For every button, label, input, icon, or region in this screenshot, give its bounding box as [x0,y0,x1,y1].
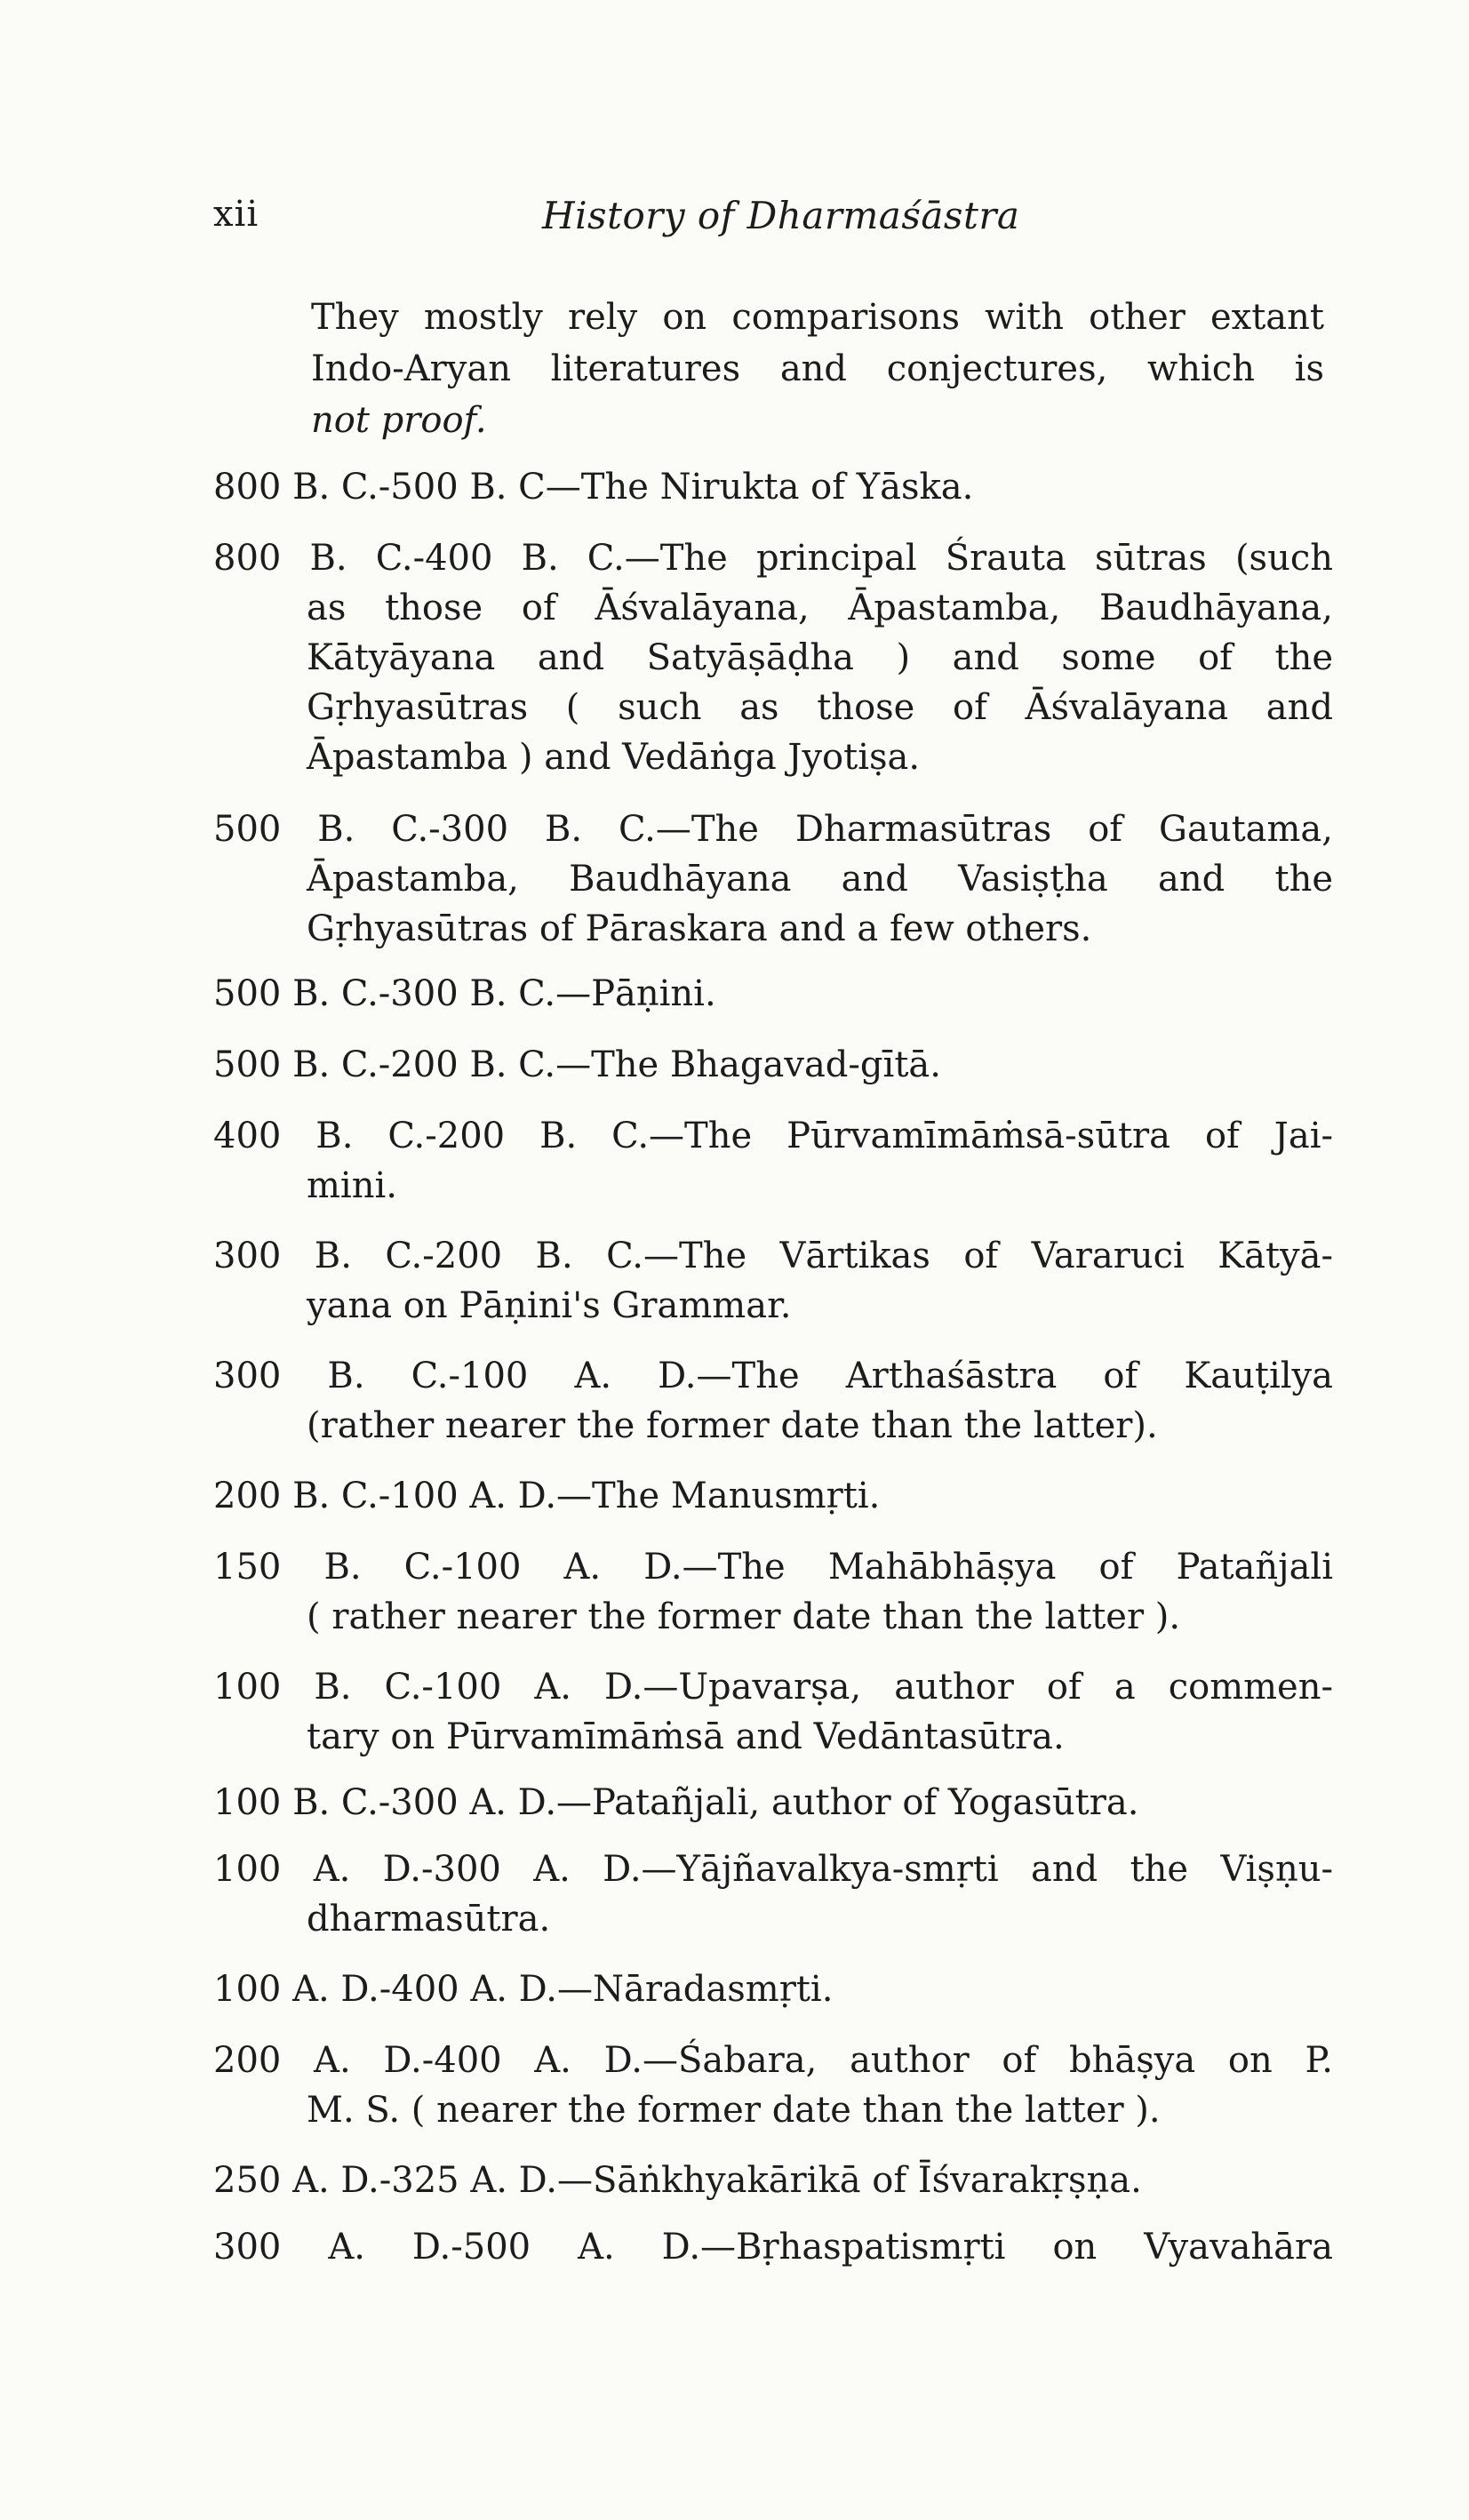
chronology-entry [213,1778,1333,1828]
entry-continuation-line: Āpastamba ) and Vedāṅga Jyotiṣa. [307,737,921,778]
entry-continuation-line: dharmasūtra. [307,1899,551,1940]
entry-continuation-line: Gṛhyasūtras ( such as those of Āśvalāyana and [307,687,1333,728]
entry-lead-line: 100 B. C.-300 A. D.—Patañjali, author of Yogasūtra. [213,1782,1139,1823]
entry-continuation-line: mini. [307,1165,397,1206]
running-title: History of Dharmaśāstra [542,194,1020,237]
chronology-entry [213,1231,1333,1331]
entry-lead-line: 100 A. D.-400 A. D.—Nāradasmṛti. [213,1969,834,2010]
entry-continuation-line: M. S. ( nearer the former date than the latter ). [307,2090,1161,2131]
entry-continuation-line: yana on Pāṇini's Grammar. [307,1285,792,1326]
chronology-entry [213,533,1333,782]
chronology-entry [213,2036,1333,2135]
entry-lead-line: 300 A. D.-500 A. D.—Bṛhaspatismṛti on Vyavahāra [213,2227,1333,2268]
entry-lead-line: 500 B. C.-200 B. C.—The Bhagavad-gītā. [213,1044,941,1085]
chronology-entry [213,1964,1333,2014]
page-number: xii [213,194,259,235]
entry-lead-line: 300 B. C.-200 B. C.—The Vārtikas of Vararuci Kātyā- [213,1236,1333,1276]
page-header [213,194,1315,247]
chronology-entry [213,969,1333,1019]
entry-lead-line: 800 B. C.-400 B. C.—The principal Śrauta sūtras (such [213,538,1333,579]
chronology-entry [213,1844,1333,1944]
entry-continuation-line: Kātyāyana and Satyāṣāḍha ) and some of the [307,637,1333,678]
intro-line-text: not proof. [311,400,487,441]
chronology-entry [213,462,1333,512]
chronology-entry [213,2156,1333,2205]
entry-lead-line: 500 B. C.-300 B. C.—Pāṇini. [213,973,716,1014]
entry-lead-line: 500 B. C.-300 B. C.—The Dharmasūtras of Gautama, [213,809,1333,850]
chronology-entry [213,1662,1333,1762]
entry-lead-line: 200 B. C.-100 A. D.—The Manusmṛti. [213,1476,881,1516]
entry-continuation-line: Āpastamba, Baudhāyana and Vasiṣṭha and the [307,859,1333,900]
entry-lead-line: 300 B. C.-100 A. D.—The Arthaśāstra of Kauṭilya [213,1356,1333,1396]
entry-lead-line: 250 A. D.-325 A. D.—Sāṅkhyakārikā of Īśvarakṛṣṇa. [213,2160,1142,2201]
entry-continuation-line: tary on Pūrvamīmāṁsā and Vedāntasūtra. [307,1716,1065,1757]
chronology-entry [213,1542,1333,1642]
entry-continuation-line: Gṛhyasūtras of Pāraskara and a few others. [307,908,1092,949]
entry-lead-line: 800 B. C.-500 B. C—The Nirukta of Yāska. [213,467,974,508]
chronology-entry [213,1040,1333,1090]
entry-lead-line: 400 B. C.-200 B. C.—The Pūrvamīmāṁsā-sūtra of Jai- [213,1116,1333,1156]
chronology-entry [213,1351,1333,1451]
entry-continuation-line: ( rather nearer the former date than the latter ). [307,1596,1181,1637]
chronology-entry [213,1471,1333,1521]
entry-lead-line: 100 B. C.-100 A. D.—Upavarṣa, author of a commen- [213,1667,1333,1708]
entry-lead-line: 100 A. D.-300 A. D.—Yājñavalkya-smṛti and the Viṣṇu- [213,1849,1333,1890]
intro-line: Indo-Aryan literatures and conjectures, which is [311,348,1324,389]
entry-continuation-line: (rather nearer the former date than the latter). [307,1405,1158,1446]
chronology-entry [213,2222,1333,2272]
entry-lead-line: 150 B. C.-100 A. D.—The Mahābhāṣya of Patañjali [213,1547,1333,1588]
entry-continuation-line: as those of Āśvalāyana, Āpastamba, Baudhāyana, [307,588,1333,628]
intro-line [311,395,1324,446]
entry-lead-line: 200 A. D.-400 A. D.—Śabara, author of bhāṣya on P. [213,2040,1333,2081]
chronology-entry [213,804,1333,954]
chronology-entry [213,1111,1333,1211]
intro-paragraph [311,292,1324,446]
intro-line: They mostly rely on comparisons with other extant [311,297,1324,338]
